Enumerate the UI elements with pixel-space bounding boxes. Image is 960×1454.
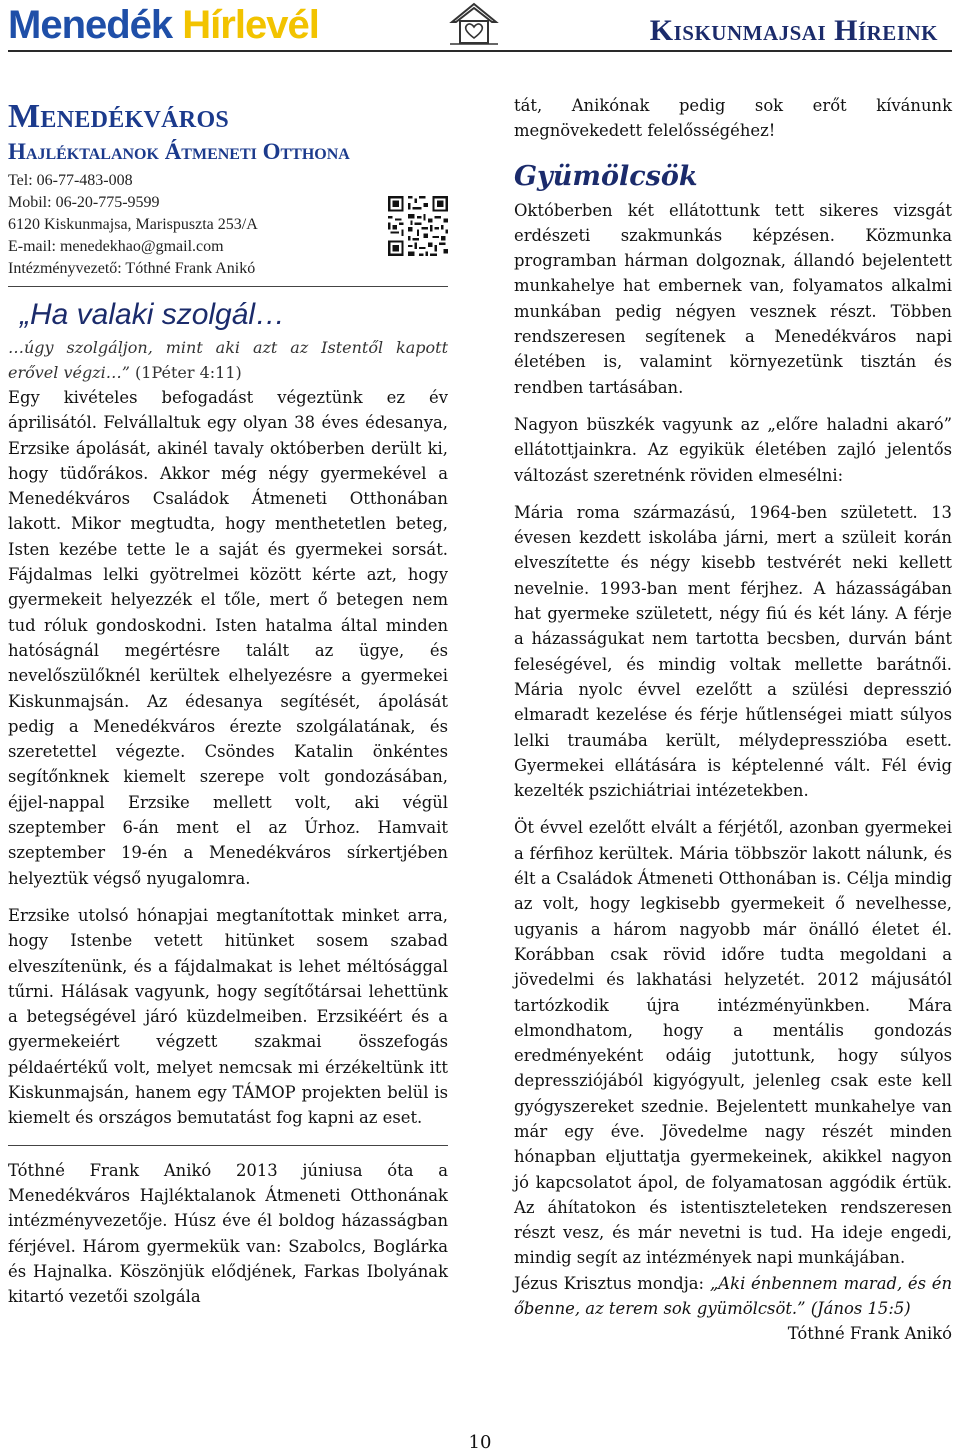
contact-block: [8, 170, 448, 280]
closing-prefix: Jézus Krisztus mondja:: [514, 1273, 710, 1293]
article-paragraph: Mária roma származású, 1964-ben született. 13 évesen kezdett iskolába járni, mert a szüleit korán elveszítette és négy kisebb testvérét neki kellett nevelnie. 1993-ban ment férjhez. A házasságában hat gyermeke született, négy fiú és két lány. A férje a házasságukat nem tartotta becsben, durván bánt feleségével, és mindig voltak mellette barátnői. Mária nyolc évvel ezelőtt a szülési depresszió elmaradt kezelése és férje hűtlenségei miatt súlyos lelki traumába került, mélydepresszióba esett. Gyermekei ellátására is képtelenné vált. Fél évig kezelték pszichiátriai intézetekben.: [514, 502, 952, 801]
article-paragraph: Erzsike utolsó hónapjai megtanítottak minket arra, hogy Istenbe vetett hitünket sosem szabad elveszítenünk, és a fájdalmakat is lehet méltósággal tűrni. Hálásak vagyunk, hogy segítőtársai lehettünk a betegségével járó küzdelmeiben. Erzsikéért és a gyermekeiért végzett szakmai összefogás példaértékű volt, melyet nemcsak mi érzékeltünk itt Kiskunmajsán, hanem egy TÁMOP projekten belül is kiemelt és országos bemutatást fog kapni az eset.: [8, 905, 448, 1128]
house-heart-icon: [448, 2, 500, 46]
section-divider: [8, 1145, 448, 1146]
org-name: Menedékváros: [8, 98, 230, 135]
org-subtitle: Hajléktalanok Átmeneti Otthona: [8, 139, 350, 164]
newsletter-title: [8, 2, 319, 48]
article-paragraph: Öt évvel ezelőtt elvált a férjétől, azonban gyermekei a férfihoz kerültek. Mária többször lakott nálunk, és élt a Családok Átmeneti Otthonában is. Célja mindig az volt, hogy legkisebb gyermekeit ő nevelhesse, ugyanis a három nagyobb már önálló életet él. Korábban csak rövid időre tudta megoldani a jövedelmi és lakhatási helyzetét. 2012 májusától tartózkodik újra intézményünkben. Mára elmondhatom, hogy a mentális gondozás eredményeként odáig jutottunk, hogy súlyos depressziójából kigyógyult, jelenleg csak este kell gyógyszereket szednie. Bejelentett munkahelye van már egy éve. Jövedelme nagy részét minden hónapban eljuttatja gyermekeinek, akikkel nagyon jó kapcsolatot ápol, de folyamatosan aggódik értük. Az áhítatokon és istentiszteleteken rendszeresen részt vesz, és már nevetni is tud. Ha ideje engedi, mindig segít az intézmények napi munkájában.: [514, 818, 952, 1268]
article-paragraph: Egy kivételes befogadást végeztünk ez év áprilisától. Felvállaltuk egy olyan 38 éves édesanya, Erzsike ápolását, akinél tavaly októberben derült ki, hogy tüdőrákos. Akkor még négy gyermekével a Menedékváros Családok Átmeneti Otthonában lakott. Mikor megtudta, hogy menthetetlen beteg, Isten kezébe tette le a saját és gyermekei sorsát. Fájdalmas lelki gyötrelmei között kérte azt, hogy gyermekeit helyezzék el tőle, mert ő betegen nem tud róluk gondoskodni. Isten hatalma által minden hatóságnál megértésre talált az ügye, és nevelőszülőknél kerültek elhelyezésre a gyermekei Kiskunmajsán. Az édesanya segítését, ápolását pedig a Menedékváros érezte szolgálatának, és szeretettel végezte. Csöndes Katalin önkéntes segítőnknek kiemelt szerepe volt gondozásában, éjjel-nappal Erzsike mellett volt, aki végül szeptember 6-án ment el az Úrhoz. Hamvait szeptember 19-én a Menedékváros sírkertjében helyeztük végső nyugalomra.: [8, 388, 448, 888]
section-divider: [8, 286, 448, 287]
contact-email: E-mail: menedekhao@gmail.com: [8, 238, 224, 255]
closing-quote: [514, 1271, 952, 1322]
contact-mobile: Mobil: 06-20-775-9599: [8, 194, 160, 211]
closing-quote-text: „Aki énbennem marad, és én őbenne, az terem sok gyümölcsöt.” (János 15:5): [514, 1273, 953, 1319]
article-paragraph: Nagyon büszkék vagyunk az „előre haladni akaró” ellátottjainkra. Az egyikük életében zajló jelentős változást szeretnénk röviden elmesélni:: [514, 414, 952, 485]
article-title: „Ha valaki szolgál…: [20, 298, 286, 331]
contact-director: Intézményvezető: Tóthné Frank Anikó: [8, 260, 256, 277]
masthead-divider: [8, 50, 952, 52]
article-title: Gyümölcsök: [514, 160, 698, 192]
article-paragraph: Októberben két ellátottunk tett sikeres vizsgát erdészeti szakmunkás képzésen. Közmunka programban hárman dolgoznak, állandó bejelentett munkahelye hat embernek van, folyamatos alkalmi munkában pedig négyen vesznek részt. Többen rendszeresen segítenek a Menedékváros napi életében is, valamint környezetünk tisztán és rendben tartásában.: [514, 200, 952, 397]
section-title: Kiskunmajsai Híreink: [649, 14, 938, 47]
quote-reference: (1Péter 4:11): [129, 363, 242, 382]
scripture-quote: [8, 335, 448, 385]
masthead: [0, 0, 960, 56]
title-word-2: Hírlevél: [182, 3, 319, 47]
quote-text: …úgy szolgáljon, mint aki azt az Istentől kapott erővel végzi…”: [8, 338, 448, 382]
signature: Tóthné Frank Anikó: [787, 1324, 952, 1344]
contact-phone: Tel: 06-77-483-008: [8, 172, 133, 189]
title-word-1: Menedék: [8, 3, 173, 47]
qr-code-icon: [386, 194, 450, 258]
contact-address: 6120 Kiskunmajsa, Marispuszta 253/A: [8, 216, 258, 233]
bio-paragraph-continued: tát, Anikónak pedig sok erőt kívánunk megnövekedett felelősségéhez!: [514, 96, 952, 141]
page-number: 10: [468, 1432, 492, 1453]
bio-paragraph: Tóthné Frank Anikó 2013 júniusa óta a Menedékváros Hajléktalanok Átmeneti Otthonának intézményvezetője. Húsz éve él boldog házasságban férjével. Három gyermekük van: Szabolcs, Boglárka és Hajnalka. Köszönjük elődjének, Farkas Ibolyának kitartó vezetői szolgála: [8, 1160, 448, 1307]
right-column: [514, 93, 952, 1346]
left-column: [8, 96, 448, 1309]
